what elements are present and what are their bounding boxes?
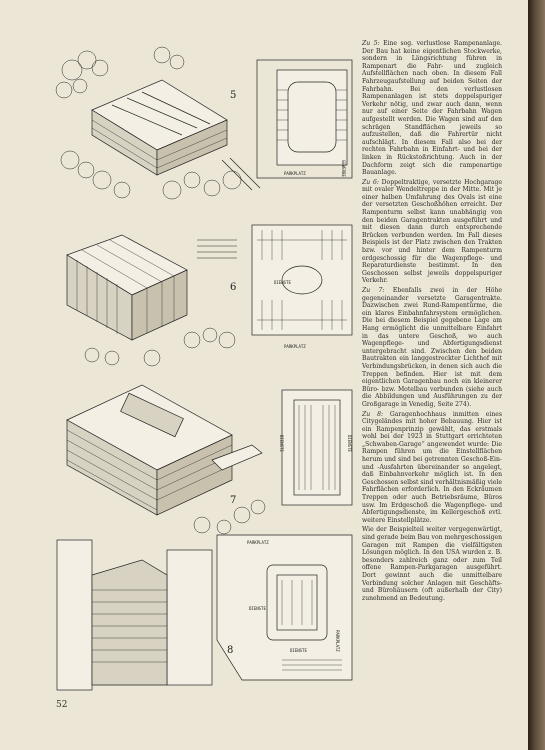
paragraph-text: Eine sog. verlustlose Rampenanlage. Der Bau hat keine eigentlichen Stockwerke, sondern in Längsrichtung führen in Rampenart die Fahr- und zugleich Aufstellflächen nach oben. In diesem Fall Fahrzeugaufstellung auf beiden Seiten der Fahrbahn. Bei den verlustlosen Rampenanlagen ist stets doppelspuriger Verkehr nötig, und zwar auch dann, wenn nur auf einer Seite der Fahrbahn Wagen aufgestellt werden. Die Wagen sind auf den schrägen Standflächen jeweils so aufzustellen, daß die Fahrertür nicht aufschlägt. In diesem Fall also bei der rechten Fahrbahn in Einfahrt- und bei der linken in Rückstoßrichtung. Auch in der Dachform zeigt sich die rampenartige Bauanlage. bbox=[362, 40, 502, 177]
figure-6 bbox=[52, 210, 357, 370]
paragraph-closing bbox=[362, 526, 502, 602]
figure-5-label-2: GEWERBE bbox=[341, 160, 346, 177]
paragraph-text: Garagenhochhaus inmitten eines Citygeländes mit hoher Bebauung. Hier ist ein Rampenprinzip gewählt, das erstmals wohl bei der 1923 in Stuttgart errichteten „Schwaben-Garage“ angewendet wurde: Die Rampen führen um die Einstellflächen herum und sind bei getrennten Geschoß-Ein- und -Ausfahrten übereinander so angelegt, daß Einbahnverkehr möglich ist. In den Geschossen selbst sind verhältnismäßig viele Fahrflächen erforderlich. In den Eckräumen Treppen oder auch Betriebsräume, Büros usw. Im Erdgeschoß die Wagenpflege- und Abfertigungsdienste, im Kellergeschoß evtl. weitere Einstellplätze. bbox=[362, 410, 503, 524]
figure-8-label-3: DIENSTE bbox=[290, 648, 307, 653]
figure-5-number: 5 bbox=[230, 90, 237, 101]
page-number: 52 bbox=[56, 700, 68, 710]
figure-5-drawing bbox=[52, 40, 357, 210]
figure-7-label-2: DIENSTE bbox=[347, 435, 352, 452]
paragraph-zu-6 bbox=[362, 179, 502, 285]
figure-6-label-1: DIENSTE bbox=[274, 280, 291, 285]
figure-8-label-4: PARKPLATZ bbox=[335, 630, 340, 652]
figure-6-drawing bbox=[52, 210, 357, 370]
figure-7-number: 7 bbox=[230, 495, 237, 506]
book-binding-edge bbox=[528, 0, 545, 750]
figure-5 bbox=[52, 40, 357, 210]
figure-7 bbox=[52, 375, 357, 540]
text-column bbox=[362, 40, 502, 700]
figure-6-label-2: PARKPLATZ bbox=[284, 344, 306, 349]
paragraph-lead: Zu 8: bbox=[362, 410, 383, 418]
figure-7-label-1: DIENSTE bbox=[279, 435, 284, 452]
paragraph-text: Ebenfalls zwei in der Höhe gegeneinander versetzte Garagentrakte. Dazwischen zwei Rund-Rampentürme, die ein klares Einbahnfahrsystem ermöglichen. Die bei diesem Beispiel gegebene Lage am Hang ermöglicht die unmittelbare Einfahrt in das untere Geschoß, wo auch Wagenpflege- und Abfertigungsdienst untergebracht sind. Zwischen den beiden Bautrakten ein langgestreckter Lichthof mit Verbindungsbrücken, in denen sich auch die Treppen befinden. Hier ist mit dem eigentlichen Garagenbau noch ein kleinerer Büro- bzw. Motelbau verbunden (siehe auch die Abbildungen und Ausführungen zu der Großgarage in Venedig, Seite 274). bbox=[362, 287, 502, 408]
figure-8-drawing bbox=[52, 520, 357, 700]
figure-7-drawing bbox=[52, 375, 357, 540]
paragraph-lead: Zu 7: bbox=[362, 287, 385, 294]
paragraph-text: Wie der Beispielteil weiter vergegenwärtigt, sind gerade beim Bau von mehrgeschossigen Garagen mit Rampen die vielfältigsten Lösungen möglich. In den USA wurden z. B. besonders zahlreich ganz oder zum Teil offene Rampen-Parkgaragen ausgeführt. Dort gewinnt auch die unmittelbare Verbindung solcher Anlagen mit Geschäfts- und Bürohäusern (oft außerhalb der City) zunehmend an Bedeutung. bbox=[362, 526, 502, 602]
figure-8-label-1: PARKPLATZ bbox=[247, 540, 269, 545]
paragraph-zu-7 bbox=[362, 287, 502, 409]
paragraph-text: Doppeltraktige, versetzte Hochgarage mit ovaler Wendeltreppe in der Mitte. Mit je einer halben Umfahrung des Ovals ist eine der versetzten Geschoßhöhen erreicht. Der Rampenturm selbst kann unabhängig von den beiden Garagentrakten ausgeführt und mit diesen dann durch entsprechende Brücken verbunden werden. Im Fall dieses Beispiels ist der Platz zwischen den Trakten bzw. vor und hinter dem Rampenturm erdgeschossig für die Wagenpflege- und Reparaturdienste bestimmt. In den Geschossen selbst jeweils doppelspuriger Verkehr. bbox=[362, 178, 502, 285]
paragraph-zu-8 bbox=[362, 411, 502, 525]
figure-8 bbox=[52, 520, 357, 700]
figure-8-number: 8 bbox=[227, 645, 234, 656]
figure-6-number: 6 bbox=[230, 282, 237, 293]
figure-column bbox=[52, 40, 357, 660]
paragraph-lead: Zu 6: bbox=[362, 178, 379, 186]
figure-8-label-2: DIENSTE bbox=[249, 606, 266, 611]
figure-5-label-1: PARKPLATZ bbox=[284, 171, 306, 176]
paragraph-lead: Zu 5: bbox=[362, 40, 380, 47]
paragraph-zu-5 bbox=[362, 40, 502, 177]
